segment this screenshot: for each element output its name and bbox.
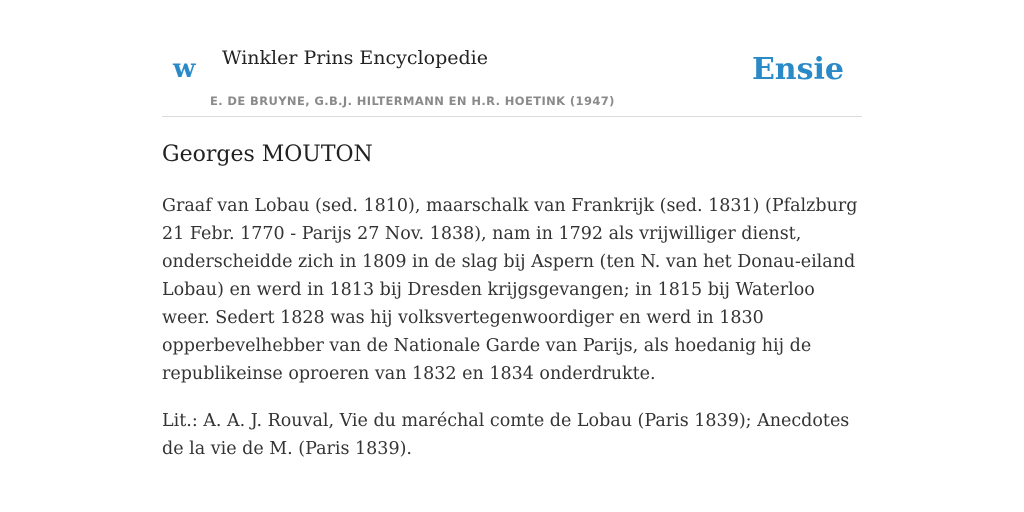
- article-body: Graaf van Lobau (sed. 1810), maarschalk van Frankrijk (sed. 1831) (Pfalzburg 21 Febr. 1770 - Parijs 27 Nov. 1838), nam in 1792 als vrijwilliger dienst, onderscheidde zich in 1809 in de slag bij Aspern (ten N. van het Donau-eiland Lobau) en werd in 1813 bij Dresden krijgsgevangen; in 1815 bij Waterloo weer. Sedert 1828 was hij volksvertegenwoordiger en werd in 1830 opperbevelhebber van de Nationale Garde van Parijs, als hoedanig hij de republikeinse oproeren van 1832 en 1834 onderdrukte.: [162, 196, 858, 384]
- page-container: [162, 0, 862, 512]
- encyclopedia-authors: E. DE BRUYNE, G.B.J. HILTERMANN EN H.R. HOETINK (1947): [210, 94, 615, 108]
- article-title: Georges MOUTON: [162, 142, 373, 167]
- encyclopedia-title[interactable]: Winkler Prins Encyclopedie: [222, 47, 488, 69]
- winkler-prins-logo[interactable]: w: [173, 54, 196, 84]
- ensie-logo-link[interactable]: Ensie: [751, 52, 844, 87]
- encyclopedia-header: [162, 0, 862, 117]
- article-literature: Lit.: A. A. J. Rouval, Vie du maréchal comte de Lobau (Paris 1839); Anecdotes de la vie de M. (Paris 1839).: [162, 411, 850, 459]
